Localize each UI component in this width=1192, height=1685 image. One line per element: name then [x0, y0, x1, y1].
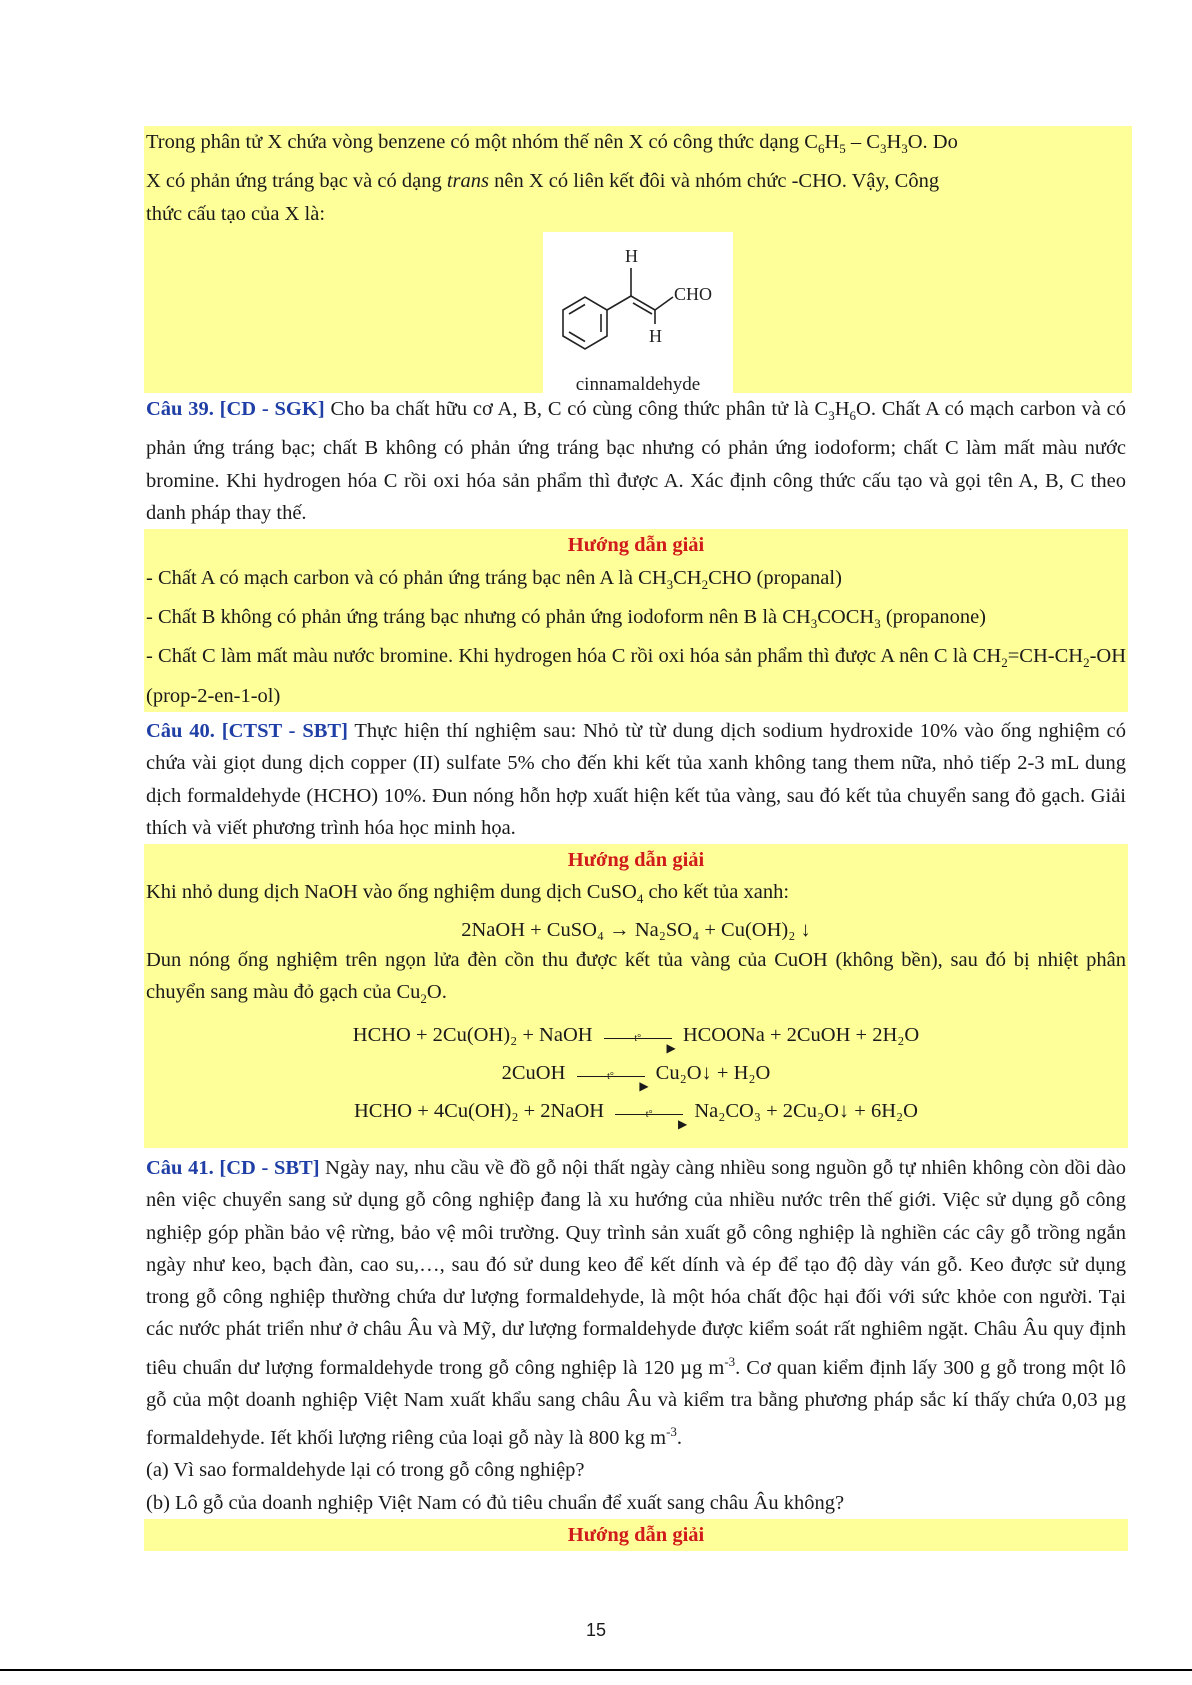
cinnamaldehyde-structure — [543, 232, 733, 404]
solution-line-2: Dun nóng ống nghiệm trên ngọn lửa đèn cồn thu được kết tủa vàng của CuOH (không bền), sau đó bị nhiệt phân chuyển sang màu đỏ gạch của $Cu_2O$. — [146, 948, 1126, 1007]
question-41 — [144, 1152, 1128, 1551]
h-top-label: H — [625, 245, 638, 266]
page-number: 15 — [585, 1620, 607, 1640]
h-bottom-label: H — [649, 325, 662, 346]
equation-3: 2CuOH t° ▶ Cu₂O↓ + H₂O — [501, 1061, 771, 1094]
question-40 — [144, 715, 1128, 1148]
solution-c: - Chất C làm mất màu nước bromine. Khi hydrogen hóa C rồi oxi hóa sản phẩm thì được A nên C là $CH_2=CH-CH_2-OH$ (prop-2-en-1-ol) — [146, 645, 1126, 707]
reaction-arrow-icon: t° ▶ — [577, 1073, 645, 1074]
cho-label: CHO — [674, 283, 713, 304]
intro-text: Trong phân tử X chứa vòng benzene có một nhóm thế nên X có công thức dạng $C_6H_5 - C_3H_3O$. Do X có phản ứng tráng bạc và có dạng trans nên X có liên kết đôi và nhóm chức -CHO. Vậy, Công thức cấu tạo của X là: — [146, 131, 958, 225]
solution-a: - Chất A có mạch carbon và có phản ứng tráng bạc nên A là $CH_3CH_2CHO$ (propanal) — [146, 566, 842, 592]
solution-b: - Chất B không có phản ứng tráng bạc nhưng có phản ứng iodoform nên B là $CH_3COCH_3$ (propanone) — [146, 605, 987, 632]
equation-4: HCHO + 4Cu(OH)₂ + 2NaOH t° ▶ Na₂CO₃ + 2Cu₂O↓ + 6H₂O — [354, 1099, 918, 1132]
structure-name: cinnamaldehyde — [575, 373, 701, 395]
solution-heading: Hướng dẫn giải — [567, 849, 705, 872]
question-39-heading: Câu 39. [CD - SGK] — [146, 398, 325, 420]
bond-ring-to-ch — [607, 296, 631, 310]
solution-heading: Hướng dẫn giải — [144, 1519, 1128, 1551]
question-39-text: Câu 39. [CD - SGK] Cho ba chất hữu cơ A, B, C có cùng công thức phân tử là $C_3H_6O$. Chất A có mạch carbon và có phản ứng tráng bạc; chất B không có phản ứng tráng bạc nhưng có phản ứng iodoform; chất C làm mất màu nước bromine. Khi hydrogen hóa C rồi oxi hóa sản phẩm thì được A. Xác định công thức cấu tạo và gọi tên A, B, C theo danh pháp thay thế. — [146, 398, 1127, 524]
question-39-solution — [144, 529, 1128, 712]
equation-1: 2NaOH + CuSO₄ → Na₂SO₄ + Cu(OH)₂ ↓ — [461, 918, 811, 941]
equation-2: HCHO + 2Cu(OH)₂ + NaOH t° ▶ HCOONa + 2CuOH + 2H₂O — [352, 1023, 920, 1056]
solution-heading: Hướng dẫn giải — [567, 534, 705, 557]
question-41-heading: Câu 41. [CD - SBT] — [146, 1157, 320, 1179]
question-41-part-a: (a) Vì sao formaldehyde lại có trong gỗ công nghiệp? — [146, 1459, 585, 1482]
question-39 — [144, 393, 1128, 712]
question-40-heading: Câu 40. [CTST - SBT] — [146, 720, 348, 742]
question-41-text: Câu 41. [CD - SBT] Ngày nay, nhu cầu về đồ gỗ nội thất ngày càng nhiều song nguồn gỗ tự nhiên không còn dồi dào nên việc chuyển sang sử dụng gỗ công nghiệp đang là xu hướng của nhiều nước trên thế giới. Việc sử dụng gỗ công nghiệp góp phần bảo vệ rừng, bảo vệ môi trường. Quy trình sản xuất gỗ công nghiệp là nghiền các cây gỗ trồng ngắn ngày như keo, bạch đàn, cao su,…, sau đó sử dung keo để kết dính và ép để tạo độ dày ván gỗ. Keo được sử dụng trong gỗ công nghiệp thường chứa dư lượng formaldehyde, là một hóa chất độc hại đối với sức khỏe con người. Tại các nước phát triển như ở châu Âu và Mỹ, dư lượng formaldehyde được kiểm soát rất nghiêm ngặt. Châu Âu quy định tiêu chuẩn dư lượng formaldehyde trong gỗ công nghiệp là 120 µg $m^{-3}$. Cơ quan kiểm định lấy 300 g gỗ trong một lô gỗ của một doanh nghiệp Việt Nam xuất khẩu sang châu Âu và kiểm tra bằng phương pháp sắc kí thấy chứa 0,03 µg formaldehyde. Iết khối lượng riêng của loại gỗ này là 800 kg $m^{-3}$. — [146, 1157, 1127, 1450]
page-bottom-rule — [0, 1669, 1192, 1671]
intro-block — [144, 126, 1132, 393]
reaction-arrow-icon: t° ▶ — [615, 1111, 683, 1112]
question-41-part-b: (b) Lô gỗ của doanh nghiệp Việt Nam có đủ tiêu chuẩn để xuất sang châu Âu không? — [146, 1491, 845, 1514]
question-40-text: Câu 40. [CTST - SBT] Thực hiện thí nghiệm sau: Nhỏ từ từ dung dịch sodium hydroxide 10% vào ống nghiệm có chứa vài giọt dung dịch copper (II) sulfate 5% cho đến khi kết tủa xanh không tang them nữa, nhỏ tiếp 2-3 mL dung dịch formaldehyde (HCHO) 10%. Đun nóng hỗn hợp xuất hiện kết tủa vàng, sau đó kết tủa chuyển sang đỏ gạch. Giải thích và viết phương trình hóa học minh họa. — [146, 720, 1126, 839]
solution-line-1: Khi nhỏ dung dịch NaOH vào ống nghiệm dung dịch CuSO$_4$ cho kết tủa xanh: — [146, 881, 790, 907]
reaction-arrow-icon: t° ▶ — [604, 1035, 672, 1036]
question-40-solution — [144, 844, 1128, 1148]
